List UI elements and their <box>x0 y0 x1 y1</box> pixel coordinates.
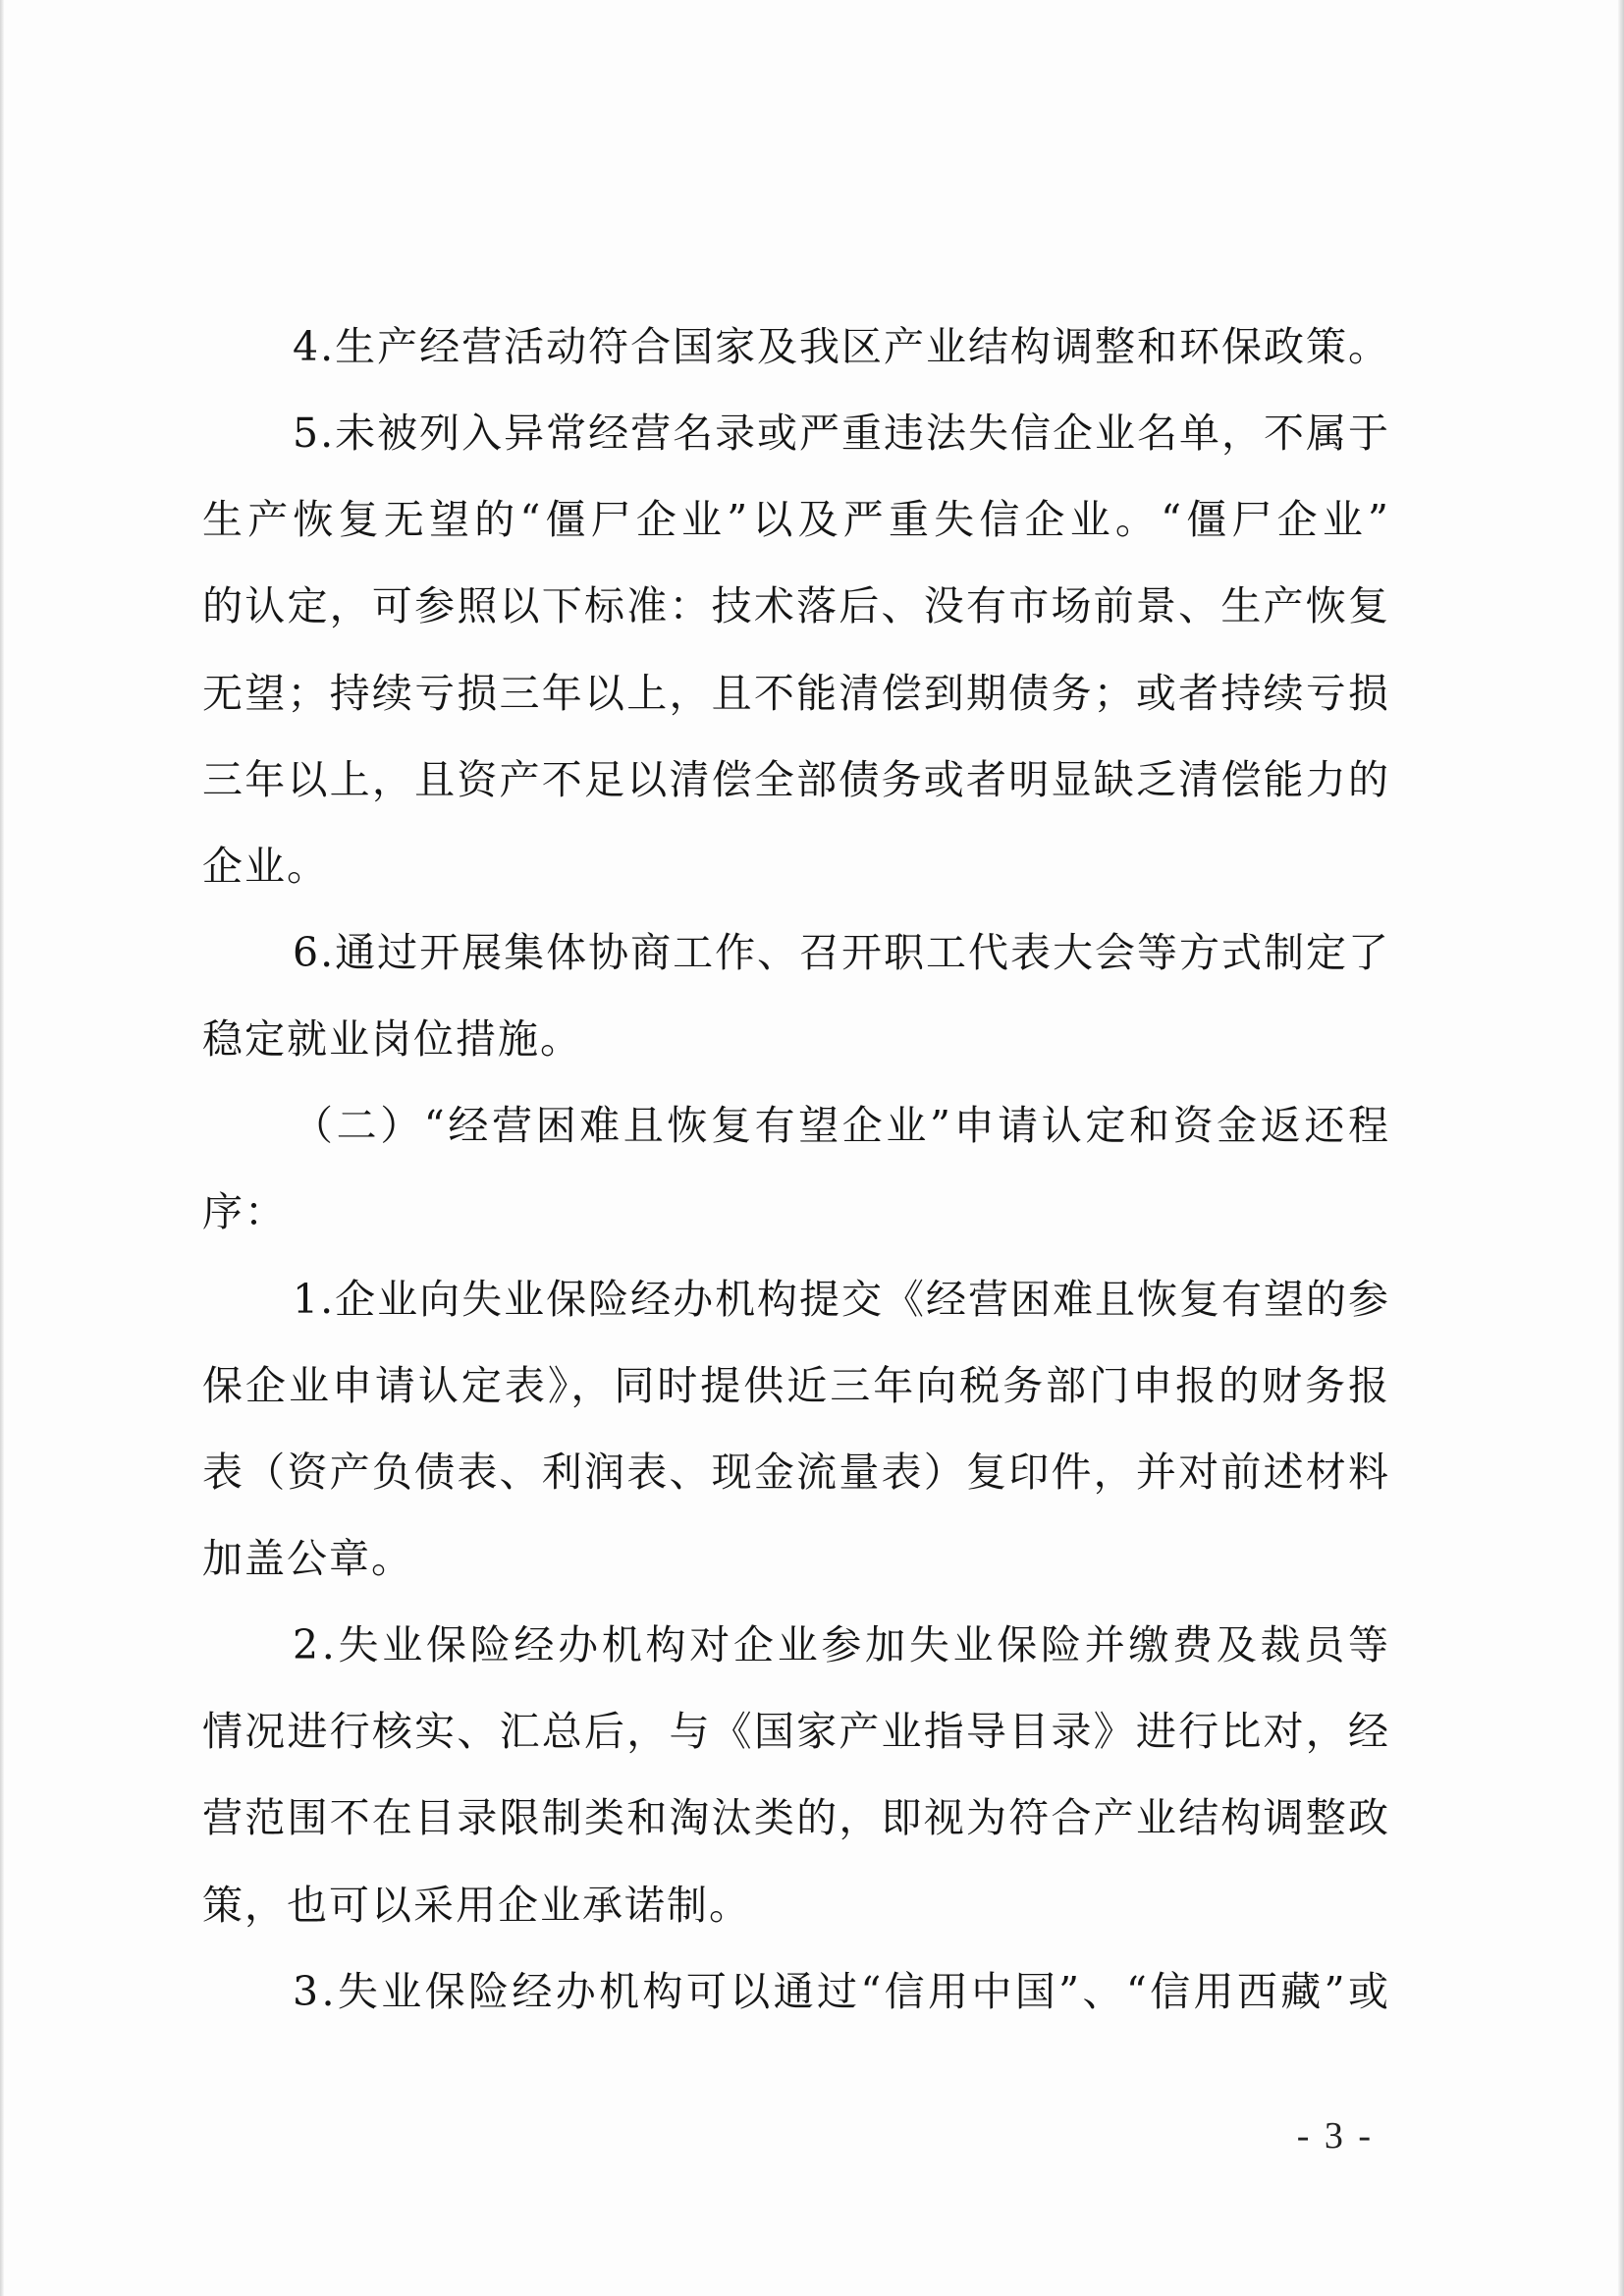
text-line <box>202 1515 1388 1602</box>
procedure-3-paragraph <box>202 1948 1392 2035</box>
document-body <box>202 303 1394 2035</box>
text-line <box>202 737 1391 823</box>
text-line-content: 1.企业向失业保险经办机构提交《经营困难且恢复有望的参 <box>293 1275 1390 1323</box>
text-line <box>202 823 1388 909</box>
text-line-content: 情况进行核实、汇总后，与《国家产业指导目录》进行比对，经 <box>202 1708 1391 1756</box>
text-line <box>202 1862 1388 1948</box>
text-line-content: 5.未被列入异常经营名录或严重违法失信企业名单，不属于 <box>293 410 1390 458</box>
text-line-content: 3.失业保险经办机构可以通过“信用中国”、“信用西藏”或 <box>293 1967 1392 2015</box>
text-line <box>202 1082 1392 1169</box>
text-line <box>202 303 1388 390</box>
text-line-content: 的认定，可参照以下标准：技术落后、没有市场前景、生产恢复 <box>202 582 1391 630</box>
text-line <box>202 909 1388 996</box>
text-line <box>202 650 1391 737</box>
text-line <box>202 1775 1391 1861</box>
section-heading-2 <box>202 1082 1392 1255</box>
text-line-content: 无望；持续亏损三年以上，且不能清偿到期债务；或者持续亏损 <box>202 669 1391 717</box>
text-line-content: 序： <box>202 1188 287 1236</box>
item-5-paragraph <box>202 390 1394 909</box>
text-line-content: 三年以上，且资产不足以清偿全部债务或者明显缺乏清偿能力的 <box>202 755 1391 803</box>
text-line-content: 营范围不在目录限制类和淘汰类的，即视为符合产业结构调整政 <box>202 1794 1391 1842</box>
text-line <box>202 476 1394 563</box>
text-line-content: 策，也可以采用企业承诺制。 <box>202 1881 751 1929</box>
item-4-paragraph <box>202 303 1388 390</box>
page-number: - 3 - <box>1296 2115 1374 2157</box>
text-line-content: 保企业申请认定表》，同时提供近三年向税务部门申报的财务报 <box>202 1361 1391 1409</box>
text-line-content: 表（资产负债表、利润表、现金流量表）复印件，并对前述材料 <box>202 1448 1391 1496</box>
text-line <box>202 1169 1388 1255</box>
procedure-1-paragraph <box>202 1256 1391 1603</box>
text-line <box>202 1429 1391 1515</box>
text-line <box>202 1948 1392 2035</box>
text-line-content: 企业。 <box>202 842 329 890</box>
text-line-content: （二）“经营困难且恢复有望企业”申请认定和资金返还程 <box>293 1102 1392 1150</box>
scan-edge-left <box>0 0 4 2296</box>
text-line <box>202 563 1391 649</box>
text-line <box>202 1256 1388 1342</box>
text-line <box>202 1342 1391 1429</box>
text-line <box>202 390 1388 476</box>
text-line-content: 4.生产经营活动符合国家及我区产业结构调整和环保政策。 <box>293 323 1390 370</box>
text-line <box>202 1602 1392 1688</box>
text-line-content: 生产恢复无望的“僵尸企业”以及严重失信企业。“僵尸企业” <box>202 496 1394 544</box>
text-line <box>202 996 1388 1082</box>
scan-edge-right <box>1618 0 1624 2296</box>
text-line-content: 6.通过开展集体协商工作、召开职工代表大会等方式制定了 <box>293 928 1390 976</box>
text-line-content: 加盖公章。 <box>202 1534 413 1582</box>
text-line <box>202 1688 1391 1775</box>
text-line-content: 稳定就业岗位措施。 <box>202 1015 582 1064</box>
item-6-paragraph <box>202 909 1388 1082</box>
text-line-content: 2.失业保险经办机构对企业参加失业保险并缴费及裁员等 <box>293 1621 1392 1669</box>
procedure-2-paragraph <box>202 1602 1392 1948</box>
